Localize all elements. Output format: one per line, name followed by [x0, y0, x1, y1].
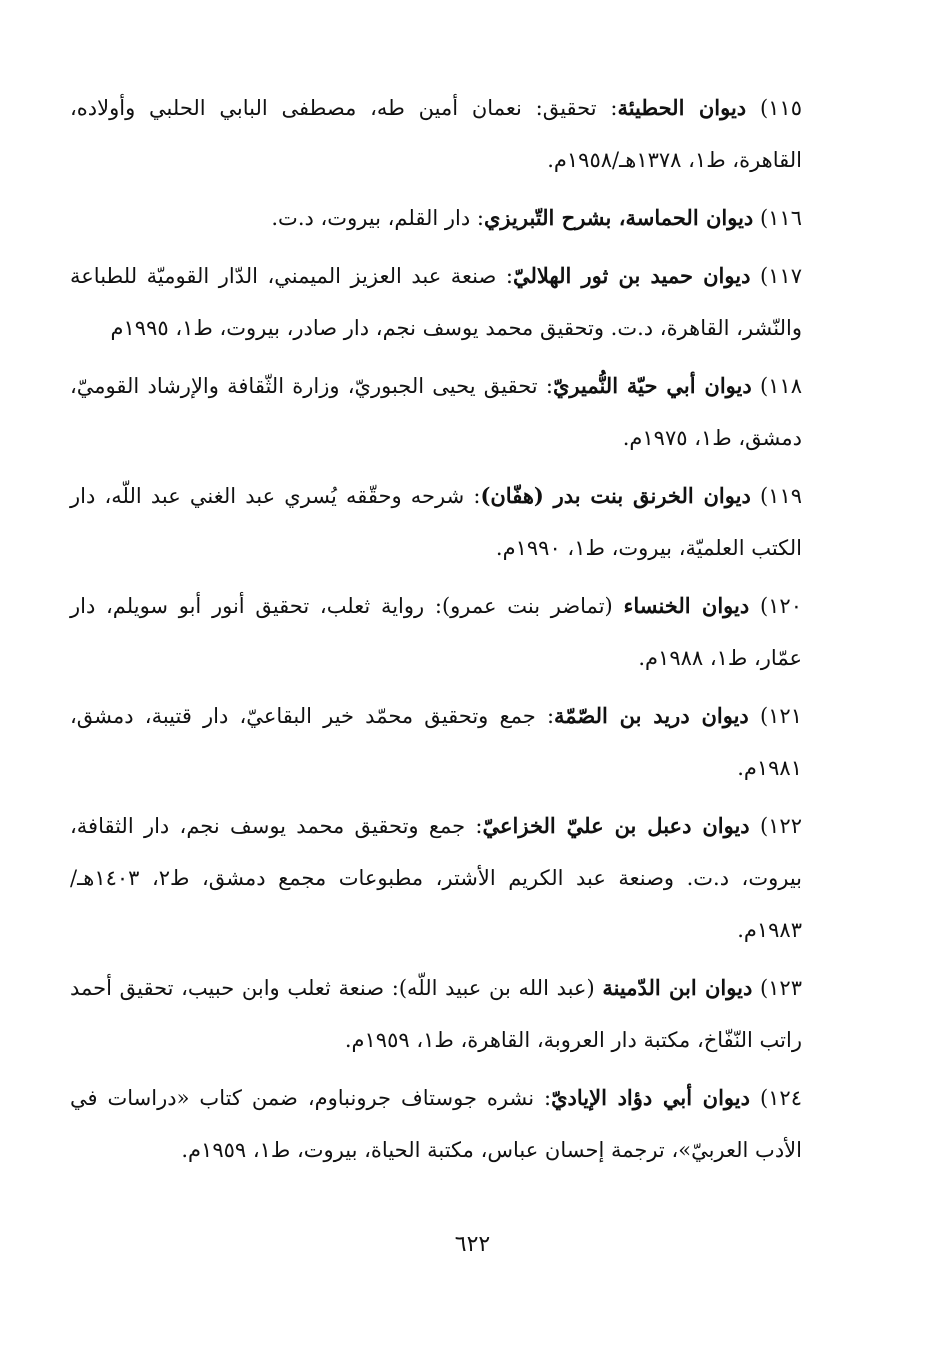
list-item	[70, 250, 802, 354]
list-item	[70, 690, 802, 794]
entry-title: ديوان ابن الدّمينة	[602, 975, 753, 1000]
list-item	[70, 800, 802, 956]
entry-title: ديوان حميد بن ثور الهلاليّ	[512, 263, 751, 288]
entry-number: ١١٦)	[759, 206, 802, 230]
entry-number: ١٢٠)	[759, 594, 802, 618]
entry-text: : تحقيق: نعمان أمين طه، مصطفى البابي الحلبي وأولاده، القاهرة، ط١، ١٣٧٨هـ/١٩٥٨م.	[70, 96, 802, 172]
list-item	[70, 580, 802, 684]
entry-title: ديوان دعبل بن عليّ الخزاعيّ	[482, 813, 750, 838]
entry-number: ١٢١)	[759, 704, 802, 728]
entry-text: : صنعة عبد العزيز الميمني، الدّار القوميّة للطباعة والنّشر، القاهرة، د.ت. وتحقيق محمد يوسف نجم، دار صادر، بيروت، ط١، ١٩٩٥م	[70, 264, 802, 340]
entry-text: (تماضر بنت عمرو): رواية ثعلب، تحقيق أنور أبو سويلم، دار عمّار، ط١، ١٩٨٨م.	[70, 594, 802, 670]
entry-text: (عبد الله بن عبيد اللّه): صنعة ثعلب وابن حبيب، تحقيق أحمد راتب النّفّاخ، مكتبة دار العروبة، القاهرة، ط١، ١٩٥٩م.	[70, 976, 802, 1052]
list-item	[70, 962, 802, 1066]
entry-number: ١١٩)	[759, 484, 803, 508]
entry-text: : تحقيق يحيى الجبوريّ، وزارة الثّقافة والإرشاد القوميّ، دمشق، ط١، ١٩٧٥م.	[70, 374, 802, 450]
list-item	[70, 82, 802, 186]
entry-title: ديوان الخرنق بنت بدر (هفّان)	[480, 483, 751, 508]
entry-text: : جمع وتحقيق محمّد خير البقاعيّ، دار قتيبة، دمشق، ١٩٨١م.	[70, 704, 802, 780]
entry-title: ديوان دريد بن الصّمّة	[554, 703, 749, 728]
entry-number: ١١٥)	[759, 96, 802, 120]
entry-text: : جمع وتحقيق محمد يوسف نجم، دار الثقافة، بيروت، د.ت. وصنعة عبد الكريم الأشتر، مطبوعات مجمع دمشق، ط٢، ١٤٠٣هـ/١٩٨٣م.	[70, 814, 803, 942]
entry-title: ديوان أبي حيّة النُّميريّ	[552, 373, 752, 398]
entry-title: ديوان أبي دؤاد الإياديّ	[551, 1085, 750, 1110]
entry-title: ديوان الحطيئة	[617, 95, 747, 120]
entry-number: ١٢٢)	[759, 814, 802, 838]
entry-text: : دار القلم، بيروت، د.ت.	[271, 206, 484, 230]
entry-title: ديوان الحماسة، بشرح التّبريزي	[483, 205, 754, 230]
list-item	[70, 192, 802, 244]
list-item	[70, 1072, 802, 1176]
entry-title: ديوان الخنساء	[623, 593, 750, 618]
list-item	[70, 470, 802, 574]
entry-number: ١٢٤)	[759, 1086, 802, 1110]
list-item	[70, 360, 802, 464]
entry-number: ١٢٣)	[759, 976, 802, 1000]
page-number: ٦٢٢	[454, 1232, 491, 1257]
bibliography-list	[70, 82, 802, 1182]
entry-number: ١١٧)	[759, 264, 802, 288]
entry-number: ١١٨)	[759, 374, 802, 398]
entry-text: : شرحه وحقّقه يُسري عبد الغني عبد اللّه، دار الكتب العلميّة، بيروت، ط١، ١٩٩٠م.	[70, 484, 802, 560]
entry-text: : نشره جوستاف جرونباوم، ضمن كتاب «دراسات في الأدب العربيّ»، ترجمة إحسان عباس، مكتبة الحياة، بيروت، ط١، ١٩٥٩م.	[70, 1086, 802, 1162]
